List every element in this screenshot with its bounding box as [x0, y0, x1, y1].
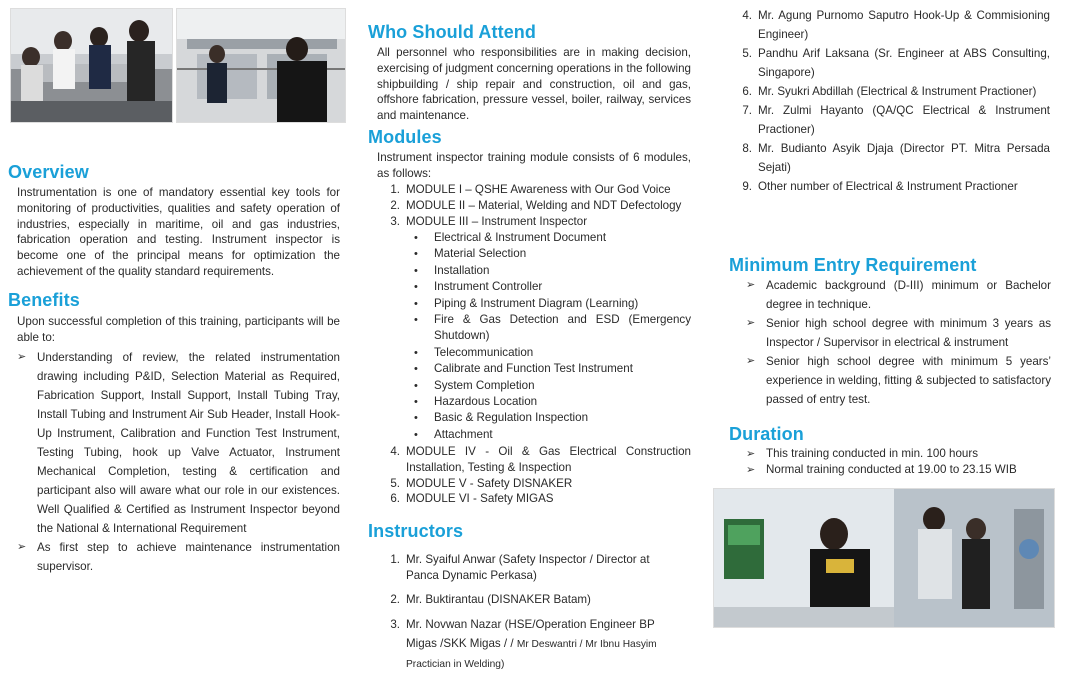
modules-heading: Modules: [368, 127, 442, 147]
list-item: 8. Mr. Budianto Asyik Djaja (Director PT. Mitra Persada Sejati): [742, 142, 1050, 174]
list-item: 7. Mr. Zulmi Hayanto (QA/QC Electrical & Instrument Practioner): [742, 104, 1050, 136]
minimum-entry-heading: Minimum Entry Requirement: [729, 255, 977, 275]
training-photo-3: [713, 488, 1055, 628]
who-should-attend-text: All personnel who responsibilities are in making decision, exercising of judgment concerning operations in the following shipbuilding / ship repair and construction, oil and gas, offshore fabrication, pressure vessel, boiler, railway, services and maintenance.: [377, 46, 691, 123]
list-item: 6. Mr. Syukri Abdillah (Electrical & Instrument Practioner): [742, 85, 1037, 98]
list-item: • Telecommunication: [406, 345, 691, 361]
list-item: 1. MODULE I – QSHE Awareness with Our God Voice: [390, 183, 671, 196]
list-item: 3. Mr. Novwan Nazar (HSE/Operation Engineer BP Migas /SKK Migas / / Mr Deswantri / Mr Ibnu Hasyim Practician in Welding): [390, 618, 657, 671]
list-item: • Material Selection: [406, 246, 691, 262]
list-item: 4. Mr. Agung Purnomo Saputro Hook-Up & Commisioning Engineer): [742, 9, 1050, 41]
list-item: • Instrument Controller: [406, 279, 691, 295]
benefits-list: [17, 348, 340, 576]
list-item: 2. Mr. Buktirantau (DISNAKER Batam): [390, 592, 591, 606]
who-should-attend-heading: Who Should Attend: [368, 22, 536, 42]
list-item: 1. Mr. Syaiful Anwar (Safety Inspector / Director at Panca Dynamic Perkasa): [390, 553, 650, 582]
list-item: ➢ Academic background (D-III) minimum or Bachelor degree in technique.: [746, 276, 1051, 314]
list-item: ➢ Normal training conducted at 19.00 to 23.15 WIB: [746, 462, 1051, 478]
list-item: • Fire & Gas Detection and ESD (Emergency Shutdown): [406, 312, 691, 345]
instructors-heading: Instructors: [368, 521, 464, 541]
list-item: 3. MODULE III – Instrument Inspector: [390, 214, 588, 228]
modules-intro: Instrument inspector training module consists of 6 modules, as follows:: [377, 151, 691, 180]
duration-heading: Duration: [729, 424, 804, 444]
list-item: • Hazardous Location: [406, 394, 691, 410]
list-item: 2. MODULE II – Material, Welding and NDT Defectology: [390, 198, 682, 212]
list-item: • Basic & Regulation Inspection: [406, 410, 691, 426]
training-photo-2: [176, 8, 346, 123]
overview-text: Instrumentation is one of mandatory essential key tools for monitoring of productivities, qualities and safety operation of industries, especially in maritime, oil and gas industries, fabrication operation and testing. Instrument inspector is become one of the principal means for optimization the achievement of the quality standard requirements.: [17, 186, 340, 278]
list-item: 9. Other number of Electrical & Instrument Practioner: [742, 180, 1018, 193]
list-item: • Installation: [406, 263, 691, 279]
overview-heading: Overview: [8, 162, 89, 182]
column-right: [712, 0, 1068, 678]
duration-list: [746, 446, 1051, 478]
instructors-list-a: [382, 552, 662, 678]
list-item: • Piping & Instrument Diagram (Learning): [406, 296, 691, 312]
list-item: ➢ Understanding of review, the related instrumentation drawing including P&ID, Selection Material as Required, Fabrication Support, Install Support, Install Tubing Tray, Install Tubing and Instrument Air Sub Header, Install Hook-Up Instrument, Calibration and Function Test Instrument, Testing Tubing, hook up Valve Actuator, Instrument Mechanical Completion, testing & certification and participant also will aware what our role in our existences. Well Qualified & Certified as Instrument Inspector beyond the National & International Requirement: [17, 348, 340, 538]
benefits-intro: Upon successful completion of this training, participants will be able to:: [17, 315, 340, 344]
minimum-entry-list: [746, 276, 1051, 409]
training-photo-1: [10, 8, 173, 123]
list-item: 5. MODULE V - Safety DISNAKER: [390, 476, 573, 490]
list-item: • Attachment: [406, 427, 691, 443]
list-item: • Calibrate and Function Test Instrument: [406, 361, 691, 377]
list-item: • Electrical & Instrument Document: [406, 230, 691, 246]
list-item: 5. Pandhu Arif Laksana (Sr. Engineer at ABS Consulting, Singapore): [742, 47, 1050, 79]
column-left: [0, 0, 350, 678]
benefits-heading: Benefits: [8, 290, 80, 310]
list-item: • System Completion: [406, 378, 691, 394]
list-item: 6. MODULE VI - Safety MIGAS: [390, 492, 554, 506]
list-item: ➢ Senior high school degree with minimum 3 years as Inspector / Supervisor in electrical & instrument: [746, 314, 1051, 352]
list-item: ➢ As first step to achieve maintenance instrumentation supervisor.: [17, 538, 340, 576]
module-iii-subitems: [406, 230, 691, 443]
list-item: 4. MODULE IV - Oil & Gas Electrical Construction Installation, Testing & Inspection: [390, 445, 691, 474]
modules-list-a: [382, 182, 696, 229]
list-item: ➢ Senior high school degree with minimum 5 years’ experience in welding, fitting & subjected to satisfactory passed of entry test.: [746, 352, 1051, 409]
instructors-list-b: [734, 6, 1050, 196]
list-item: ➢ This training conducted in min. 100 hours: [746, 446, 1051, 462]
modules-list-b: [382, 444, 691, 507]
column-middle: [360, 0, 705, 678]
